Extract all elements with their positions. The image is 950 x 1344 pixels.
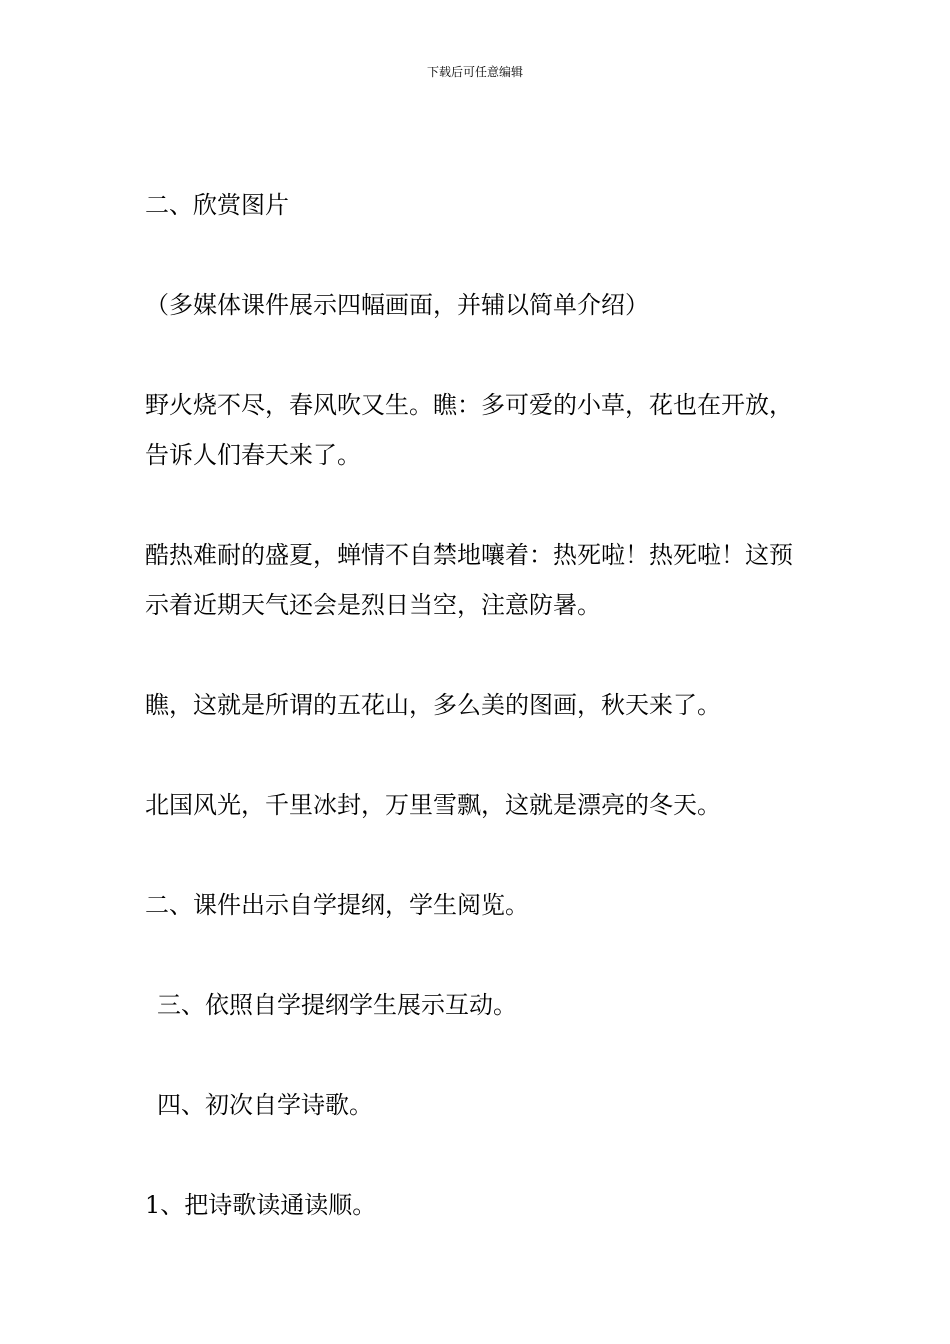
paragraph-spring: 野火烧不尽，春风吹又生。瞧：多可爱的小草，花也在开放，告诉人们春天来了。: [145, 391, 793, 469]
list-item-read-poem: 1、把诗歌读通读顺。: [145, 1191, 377, 1219]
paragraph-multimedia-note: （多媒体课件展示四幅画面，并辅以简单介绍）: [145, 291, 649, 319]
section-heading-study-outline: 二、课件出示自学提纲，学生阅览。: [145, 891, 529, 919]
section-heading-first-study: 四、初次自学诗歌。: [157, 1091, 373, 1119]
paragraph-winter: 北国风光，千里冰封，万里雪飘，这就是漂亮的冬天。: [145, 791, 721, 819]
paragraph-autumn: 瞧，这就是所谓的五花山，多么美的图画，秋天来了。: [145, 691, 721, 719]
section-heading-interaction: 三、依照自学提纲学生展示互动。: [157, 991, 517, 1019]
paragraph-summer: 酷热难耐的盛夏，蝉情不自禁地嚷着：热死啦！热死啦！这预示着近期天气还会是烈日当空，注意防暑。: [145, 541, 793, 619]
page-header: 下载后可任意编辑: [426, 65, 523, 79]
section-heading-appreciate-pictures: 二、欣赏图片: [145, 191, 289, 219]
document-body: [145, 180, 815, 1230]
